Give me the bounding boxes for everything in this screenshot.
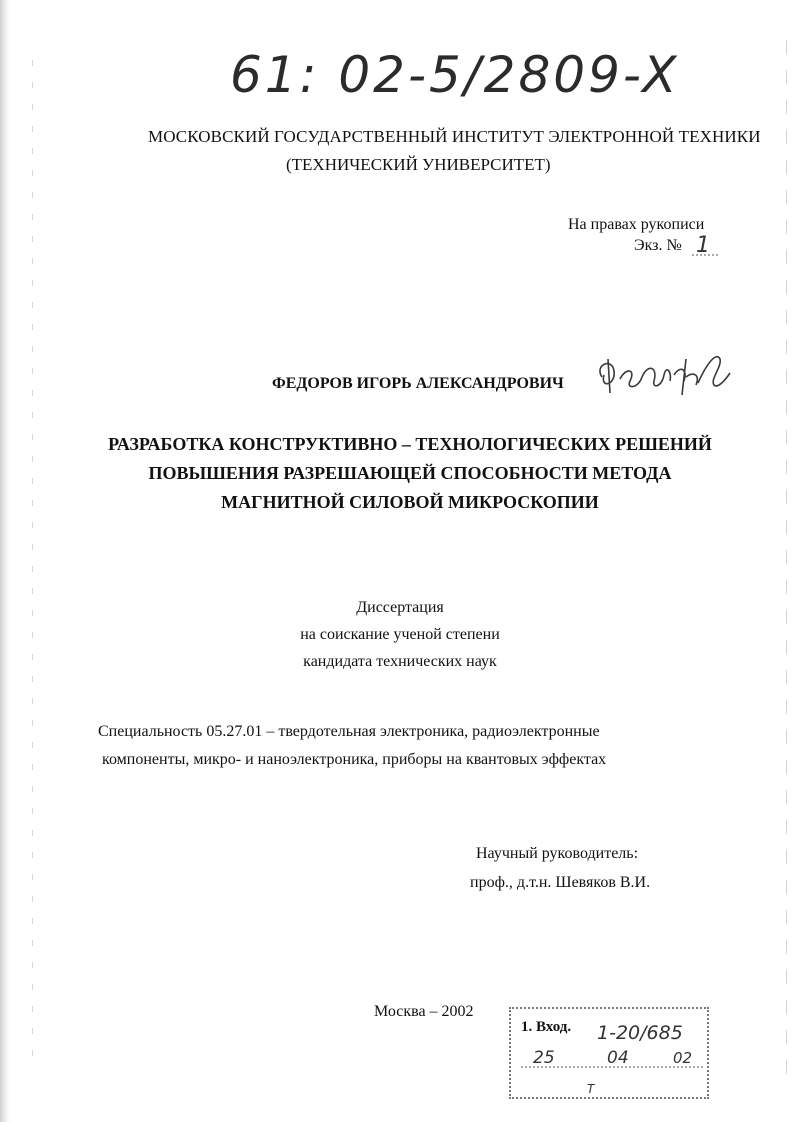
copy-number-handwritten (692, 230, 722, 260)
registration-stamp (509, 1007, 709, 1099)
svg-text:25: 25 (533, 1048, 555, 1068)
copy-number-label: Экз. № (634, 237, 682, 254)
supervisor-name: проф., д.т.н. Шевяков В.И. (470, 874, 651, 891)
title-line: МАГНИТНОЙ СИЛОВОЙ МИКРОСКОПИИ (221, 492, 599, 512)
stamp-handwriting (511, 1009, 711, 1101)
scan-edge-left (0, 0, 10, 1122)
dissertation-degree (200, 594, 600, 675)
city-year: Москва – 2002 (374, 1003, 474, 1020)
specialty-line: компоненты, микро- и наноэлектроника, приборы на квантовых эффектах (102, 751, 607, 768)
title-line: ПОВЫШЕНИЯ РАЗРЕШАЮЩЕЙ СПОСОБНОСТИ МЕТОДА (148, 463, 672, 483)
svg-text:1-20/685: 1-20/685 (597, 1022, 683, 1044)
handwritten-archive-code (225, 30, 680, 110)
svg-text:61: 02-5/2809-X: 61: 02-5/2809-X (230, 46, 680, 104)
author-name: ФЕДОРОВ ИГОРЬ АЛЕКСАНДРОВИЧ (272, 375, 564, 392)
dissertation-title (60, 430, 760, 517)
scan-edge-right (786, 40, 787, 1080)
specialty-line: Специальность 05.27.01 – твердотельная электроника, радиоэлектронные (98, 723, 600, 740)
author-signature (590, 345, 740, 405)
degree-line: на соискание ученой степени (300, 626, 500, 643)
stamp-label: 1. Вход. (521, 1019, 572, 1035)
manuscript-rights: На правах рукописи (568, 216, 705, 233)
svg-text:02: 02 (673, 1049, 693, 1067)
svg-text:1: 1 (696, 233, 710, 258)
svg-text:04: 04 (607, 1048, 629, 1068)
degree-line: кандидата технических наук (303, 653, 497, 670)
degree-line: Диссертация (356, 599, 444, 616)
supervisor-label: Научный руководитель: (476, 845, 639, 862)
scan-edge-line (32, 60, 33, 1060)
institute-name: МОСКОВСКИЙ ГОСУДАРСТВЕННЫЙ ИНСТИТУТ ЭЛЕКТРОННОЙ ТЕХНИКИ (148, 127, 761, 146)
svg-text:T: T (587, 1082, 595, 1096)
university-name: (ТЕХНИЧЕСКИЙ УНИВЕРСИТЕТ) (286, 155, 551, 174)
title-line: РАЗРАБОТКА КОНСТРУКТИВНО – ТЕХНОЛОГИЧЕСКИХ РЕШЕНИЙ (108, 434, 712, 454)
